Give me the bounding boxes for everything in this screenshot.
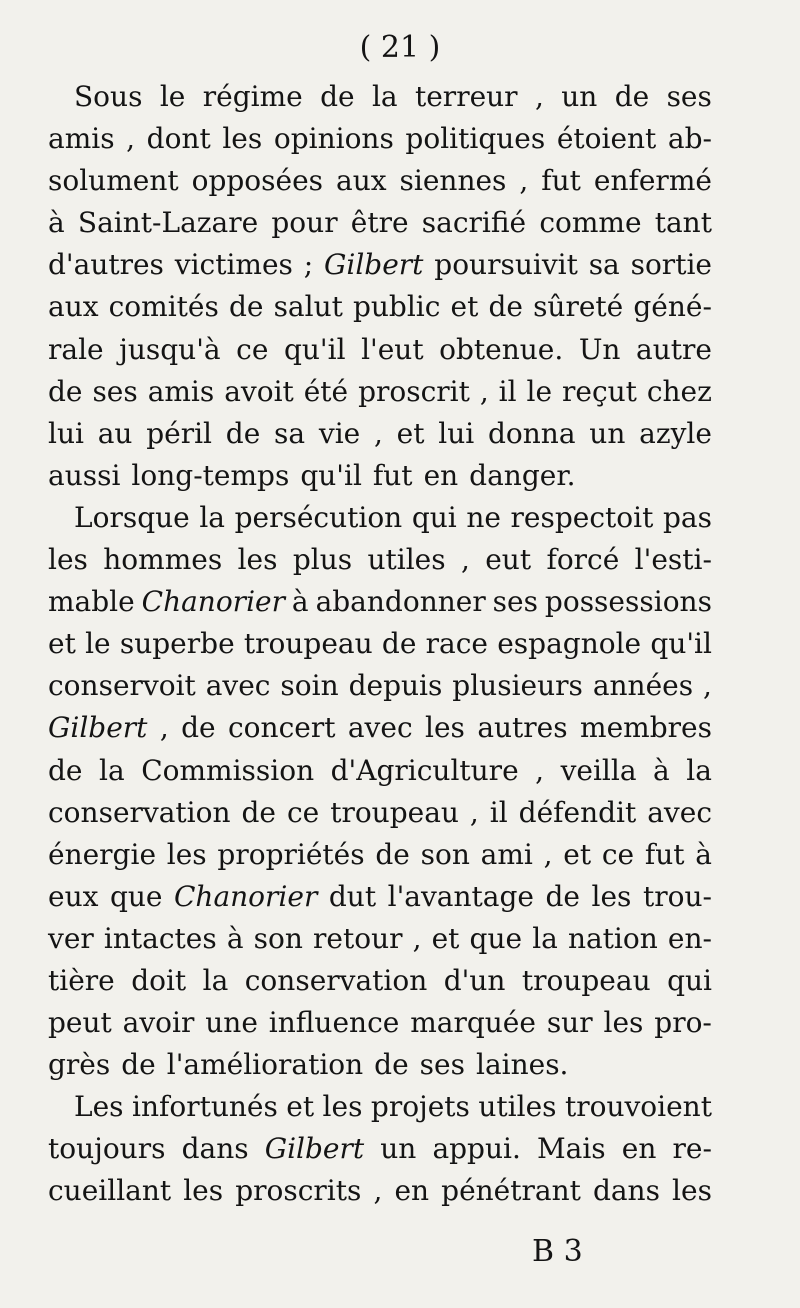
word: retour	[313, 921, 403, 955]
word: les	[425, 711, 465, 745]
word: dans	[592, 1174, 660, 1208]
text-line	[48, 329, 712, 371]
text-line	[48, 1002, 712, 1044]
word: avec	[347, 711, 413, 745]
word: géné-	[633, 290, 712, 324]
word: à	[653, 753, 670, 787]
word: les	[322, 1090, 363, 1124]
word: eux	[48, 879, 99, 913]
word: les	[222, 122, 263, 156]
word: Lorsque	[74, 500, 190, 534]
word: danger.	[469, 458, 576, 492]
word: étoient	[556, 122, 657, 156]
word: et	[431, 921, 460, 955]
text-line	[48, 539, 712, 581]
text-line	[48, 244, 712, 286]
word: de	[48, 374, 83, 408]
word: ce	[286, 795, 320, 829]
word: l'esti-	[634, 543, 712, 577]
word: ;	[303, 248, 314, 282]
text-line	[48, 918, 712, 960]
word: être	[350, 206, 409, 240]
page-number: ( 21 )	[359, 30, 441, 65]
word: de	[48, 753, 83, 787]
word: dans	[181, 1132, 249, 1166]
body-text	[48, 76, 712, 1213]
text-line	[48, 876, 712, 918]
text-line	[48, 1086, 712, 1128]
word: dont	[146, 122, 211, 156]
word: salut	[273, 290, 343, 324]
word: il	[498, 374, 517, 408]
word: de	[375, 837, 410, 871]
word: reçut	[561, 374, 637, 408]
word: utiles	[478, 1090, 557, 1124]
word: ,	[373, 1174, 383, 1208]
word: race	[425, 627, 488, 661]
word: de	[614, 80, 650, 113]
word: aux	[336, 164, 387, 198]
word: ,	[126, 122, 136, 156]
word: autres	[477, 711, 568, 745]
word: de	[488, 290, 523, 324]
word: et	[286, 1090, 315, 1124]
word: laines.	[475, 1048, 569, 1082]
word: qui	[411, 500, 457, 534]
word: grès	[48, 1048, 111, 1082]
text-line	[48, 707, 712, 749]
word: la	[202, 963, 229, 997]
word: il	[489, 795, 508, 829]
word: été	[303, 374, 349, 408]
word: en-	[667, 921, 712, 955]
word: ce	[601, 837, 635, 871]
word: les	[603, 1006, 644, 1040]
word: forcé	[546, 543, 620, 577]
word: d'Agriculture	[330, 753, 519, 787]
word: un	[561, 80, 598, 113]
text-line	[48, 118, 712, 160]
text-line	[48, 623, 712, 665]
text-line	[48, 960, 712, 1002]
word: à	[226, 921, 244, 955]
word: respectoit	[510, 500, 654, 534]
text-line	[48, 792, 712, 834]
word: troupeau	[521, 963, 651, 997]
word: ,	[460, 543, 470, 577]
word: ses	[492, 585, 538, 619]
word: infortunés	[131, 1090, 278, 1124]
word: qui	[667, 963, 712, 997]
text-line	[48, 371, 712, 413]
word: toujours	[48, 1132, 166, 1166]
word: et	[48, 627, 76, 661]
word: les	[183, 1174, 224, 1208]
word: ver	[48, 921, 94, 955]
word: trou-	[642, 879, 712, 913]
word: de	[241, 795, 276, 829]
word: Un	[578, 332, 621, 366]
word: jusqu'à	[119, 332, 221, 366]
word: avoit	[224, 374, 294, 408]
word: ,	[373, 416, 383, 450]
word: membres	[580, 711, 712, 745]
word: obtenue.	[439, 332, 564, 366]
word: qu'il	[650, 627, 712, 661]
word: pas	[662, 500, 712, 534]
word: à	[695, 837, 712, 871]
word: d'un	[443, 963, 506, 997]
word: sûreté	[533, 290, 624, 324]
word: ami	[480, 837, 533, 871]
word: appui.	[432, 1132, 521, 1166]
word: espagnole	[497, 627, 642, 661]
word: la	[686, 753, 712, 787]
word: en	[394, 1174, 430, 1208]
text-line	[48, 581, 712, 623]
word: de	[381, 627, 417, 661]
word: plusieurs	[452, 669, 583, 703]
word: défendit	[518, 795, 637, 829]
word: un	[380, 1132, 417, 1166]
word: son	[420, 837, 470, 871]
word: tant	[654, 206, 712, 240]
word: avec	[647, 795, 712, 829]
text-line	[48, 834, 712, 876]
word: lui	[438, 416, 475, 450]
word: énergie	[48, 837, 157, 871]
word: fut	[644, 837, 685, 871]
word: les	[591, 879, 632, 913]
word: conservation	[244, 963, 428, 997]
word: de	[121, 1048, 156, 1082]
word: influence	[268, 1006, 400, 1040]
word: sa	[588, 248, 620, 282]
word: eut	[485, 543, 532, 577]
text-line	[48, 160, 712, 202]
word: l'avantage	[387, 879, 534, 913]
italic-name: Gilbert	[264, 1132, 365, 1166]
word: une	[205, 1006, 258, 1040]
word: de	[545, 879, 580, 913]
word: plus	[292, 543, 353, 577]
word: sortie	[630, 248, 712, 282]
text-line	[48, 455, 712, 497]
text-line	[48, 286, 712, 328]
word: Mais	[536, 1132, 606, 1166]
text-line	[48, 1170, 712, 1212]
text-line	[48, 665, 712, 707]
word: ,	[534, 80, 544, 113]
word: Les	[74, 1090, 124, 1124]
word: l'amélioration	[166, 1048, 364, 1082]
word: ,	[159, 711, 169, 745]
text-line	[48, 413, 712, 455]
word: ,	[543, 837, 553, 871]
italic-name: Chanorier	[174, 879, 318, 913]
word: azyle	[639, 416, 712, 450]
word: cueillant	[48, 1174, 172, 1208]
word: ,	[519, 164, 529, 198]
word: les	[237, 543, 278, 577]
word: à	[291, 585, 309, 619]
word: poursuivit	[434, 248, 578, 282]
word: l'eut	[361, 332, 424, 366]
word: ce	[236, 332, 269, 366]
word: de	[181, 711, 216, 745]
word: sa	[274, 416, 306, 450]
word: proscrit	[358, 374, 470, 408]
word: pro-	[654, 1006, 712, 1040]
word: Sous	[74, 80, 143, 113]
word: sur	[546, 1006, 593, 1040]
word: la	[99, 753, 125, 787]
word: avoir	[122, 1006, 195, 1040]
word: amis	[48, 122, 115, 156]
word: pour	[271, 206, 338, 240]
word: trouvoient	[564, 1090, 712, 1124]
word: comme	[539, 206, 642, 240]
word: sacrifié	[421, 206, 527, 240]
text-line	[48, 497, 712, 539]
word: fut	[372, 458, 413, 492]
word: tière	[48, 963, 115, 997]
word: solument	[48, 164, 179, 198]
word: les	[48, 543, 88, 577]
word: le	[85, 627, 111, 661]
word: ab-	[667, 122, 712, 156]
word: marquée	[410, 1006, 536, 1040]
word: de	[320, 80, 355, 113]
word: fut	[541, 164, 581, 198]
word: de	[228, 290, 264, 324]
word: à	[48, 206, 65, 240]
word: autre	[636, 332, 712, 366]
word: long-temps	[131, 458, 290, 492]
word: concert	[228, 711, 336, 745]
word: persécution	[234, 500, 403, 534]
word: Commission	[141, 753, 315, 787]
word: nation	[567, 921, 658, 955]
word: terreur	[414, 80, 518, 113]
text-line	[48, 76, 712, 118]
word: ,	[703, 669, 712, 703]
word: le	[159, 80, 186, 113]
word: la	[371, 80, 398, 113]
word: chez	[646, 374, 712, 408]
word: public	[352, 290, 441, 324]
word: aussi	[48, 458, 121, 492]
word: hommes	[103, 543, 223, 577]
word: son	[253, 921, 303, 955]
word: années	[592, 669, 694, 703]
word: victimes	[174, 248, 293, 282]
word: amis	[147, 374, 215, 408]
word: intactes	[103, 921, 217, 955]
word: qu'il	[300, 458, 362, 492]
word: en	[423, 458, 459, 492]
word: que	[109, 879, 163, 913]
word: opposées	[191, 164, 324, 198]
word: peut	[48, 1006, 112, 1040]
word: troupeau	[330, 795, 459, 829]
word: avec	[205, 669, 271, 703]
word: de	[225, 416, 261, 450]
word: proscrits	[235, 1174, 362, 1208]
word: au	[97, 416, 133, 450]
word: soin	[280, 669, 339, 703]
text-line	[48, 1128, 712, 1170]
word: que	[469, 921, 523, 955]
word: d'autres	[48, 248, 164, 282]
word: abandonner	[315, 585, 486, 619]
word: possessions	[544, 585, 712, 619]
word: aux	[48, 290, 99, 324]
word: conservation	[48, 795, 231, 829]
word: re-	[672, 1132, 712, 1166]
word: vie	[318, 416, 361, 450]
word: les	[166, 837, 207, 871]
word: donna	[487, 416, 576, 450]
word: en	[621, 1132, 657, 1166]
word: de	[374, 1048, 409, 1082]
word: depuis	[348, 669, 443, 703]
word: superbe	[119, 627, 235, 661]
word: péril	[146, 416, 213, 450]
italic-name: Chanorier	[141, 585, 285, 619]
text-line	[48, 750, 712, 792]
word: conservoit	[48, 669, 196, 703]
word: ,	[479, 374, 489, 408]
word: la	[532, 921, 558, 955]
word: propriétés	[217, 837, 365, 871]
word: un	[589, 416, 626, 450]
word: régime	[202, 80, 303, 113]
word: lui	[48, 416, 84, 450]
word: enfermé	[593, 164, 712, 198]
italic-name: Gilbert	[324, 248, 424, 282]
word: opinions	[273, 122, 394, 156]
word: doit	[131, 963, 187, 997]
word: comités	[108, 290, 219, 324]
word: troupeau	[243, 627, 373, 661]
word: ne	[466, 500, 501, 534]
word: ses	[666, 80, 712, 113]
word: et	[563, 837, 592, 871]
word: mable	[48, 585, 135, 619]
text-line	[48, 1044, 712, 1086]
word: siennes	[399, 164, 507, 198]
word: ,	[535, 753, 545, 787]
word: projets	[370, 1090, 470, 1124]
word: qu'il	[283, 332, 346, 366]
word: la	[199, 500, 225, 534]
signature-mark: B 3	[532, 1234, 583, 1269]
word: ses	[92, 374, 138, 408]
word: ses	[419, 1048, 465, 1082]
word: les	[672, 1174, 712, 1208]
word: utiles	[367, 543, 446, 577]
word: ,	[412, 921, 422, 955]
word: et	[396, 416, 425, 450]
word: dut	[328, 879, 377, 913]
word: et	[450, 290, 479, 324]
word: le	[526, 374, 553, 408]
word: rale	[48, 332, 104, 366]
word: ,	[469, 795, 479, 829]
word: Saint-Lazare	[77, 206, 259, 240]
italic-name: Gilbert	[48, 711, 148, 745]
word: politiques	[405, 122, 546, 156]
word: veilla	[560, 753, 637, 787]
word: pénétrant	[441, 1174, 581, 1208]
text-line	[48, 202, 712, 244]
